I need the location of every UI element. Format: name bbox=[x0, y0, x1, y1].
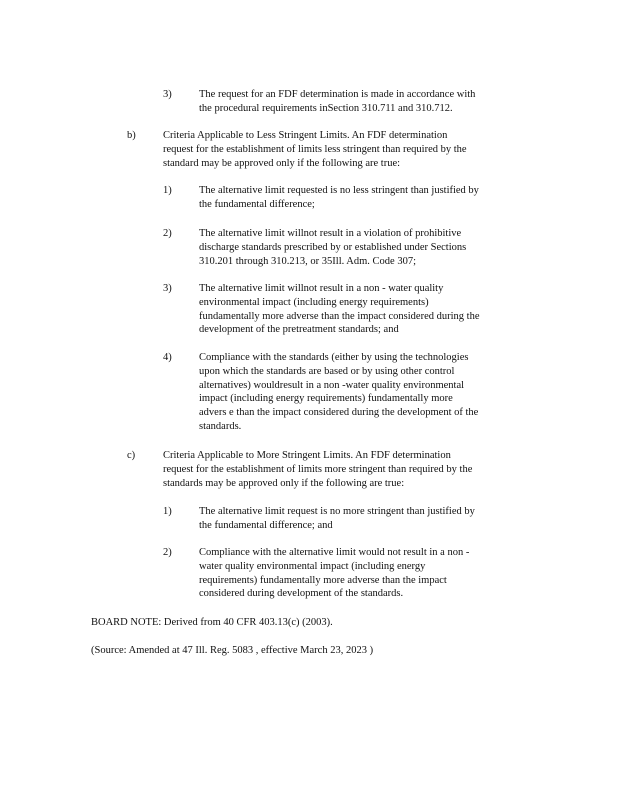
section-c-item-text-line: The alternative limit request is no more stringent than justified by bbox=[199, 506, 475, 517]
section-b-item-text-line: Compliance with the standards (either by using the technologies bbox=[199, 352, 469, 363]
section-b-item-label: 4) bbox=[163, 352, 172, 363]
section-c-item-label: 1) bbox=[163, 506, 172, 517]
item-3-text-line: the procedural requirements inSection 310.711 and 310.712. bbox=[199, 102, 453, 114]
section-c-item-text-line: Compliance with the alternative limit would not result in a non - bbox=[199, 547, 470, 558]
section-b-item-label: 2) bbox=[163, 228, 172, 239]
section-c-item-label: 2) bbox=[163, 547, 172, 558]
section-c-text-line: Criteria Applicable to More Stringent Limits. An FDF determination bbox=[163, 450, 451, 461]
section-c-label: c) bbox=[127, 450, 136, 461]
section-b-item-text-line: The alternative limit requested is no less stringent than justified by bbox=[199, 185, 479, 196]
section-c-item-text-line: water quality environmental impact (including energy bbox=[199, 560, 426, 572]
section-c-item-text-line: the fundamental difference; and bbox=[199, 519, 333, 531]
section-b-item-text-line: 310.201 through 310.213, or 35Ill. Adm. Code 307; bbox=[199, 255, 416, 267]
section-b-text-line: standard may be approved only if the following are true: bbox=[163, 157, 401, 169]
section-b-item-text-line: development of the pretreatment standards; and bbox=[199, 324, 399, 336]
item-3-label: 3) bbox=[163, 89, 172, 100]
section-b-item-text-line: upon which the standards are based or by using other control bbox=[199, 365, 455, 377]
section-b-item-label: 3) bbox=[163, 283, 172, 294]
section-b-item-text-line: impact (including energy requirements) fundamentally more bbox=[199, 393, 453, 405]
section-b-item-text-line: the fundamental difference; bbox=[199, 198, 315, 210]
board-note: BOARD NOTE: Derived from 40 CFR 403.13(c) (2003). bbox=[91, 617, 333, 628]
section-b-item-label: 1) bbox=[163, 185, 172, 196]
item-3-text-line: The request for an FDF determination is made in accordance with bbox=[199, 89, 476, 100]
section-b-item-text-line: fundamentally more adverse than the impact considered during the bbox=[199, 310, 480, 322]
section-b-item-text-line: standards. bbox=[199, 421, 242, 432]
source-note: (Source: Amended at 47 Ill. Reg. 5083 , effective March 23, 2023 ) bbox=[91, 645, 374, 656]
section-c-item-text-line: requirements) fundamentally more adverse than the impact bbox=[199, 574, 447, 586]
section-b-item-text-line: discharge standards prescribed by or established under Sections bbox=[199, 241, 467, 253]
section-b-text-line: request for the establishment of limits less stringent than required by the bbox=[163, 143, 467, 155]
section-b-item-text-line: advers e than the impact considered during the development of the bbox=[199, 407, 479, 419]
section-b-label: b) bbox=[127, 130, 136, 141]
section-c-text-line: standards may be approved only if the following are true: bbox=[163, 477, 405, 489]
section-b-text-line: Criteria Applicable to Less Stringent Limits. An FDF determination bbox=[163, 130, 448, 141]
section-b-item-text-line: The alternative limit willnot result in a non - water quality bbox=[199, 283, 444, 294]
section-b-item-text-line: environmental impact (including energy requirements) bbox=[199, 296, 429, 308]
section-b-item-text-line: alternatives) wouldresult in a non -water quality environmental bbox=[199, 379, 465, 391]
section-c-item-text-line: considered during development of the standards. bbox=[199, 588, 404, 600]
section-c-text-line: request for the establishment of limits more stringent than required by the bbox=[163, 463, 473, 475]
section-b-item-text-line: The alternative limit willnot result in a violation of prohibitive bbox=[199, 228, 462, 239]
